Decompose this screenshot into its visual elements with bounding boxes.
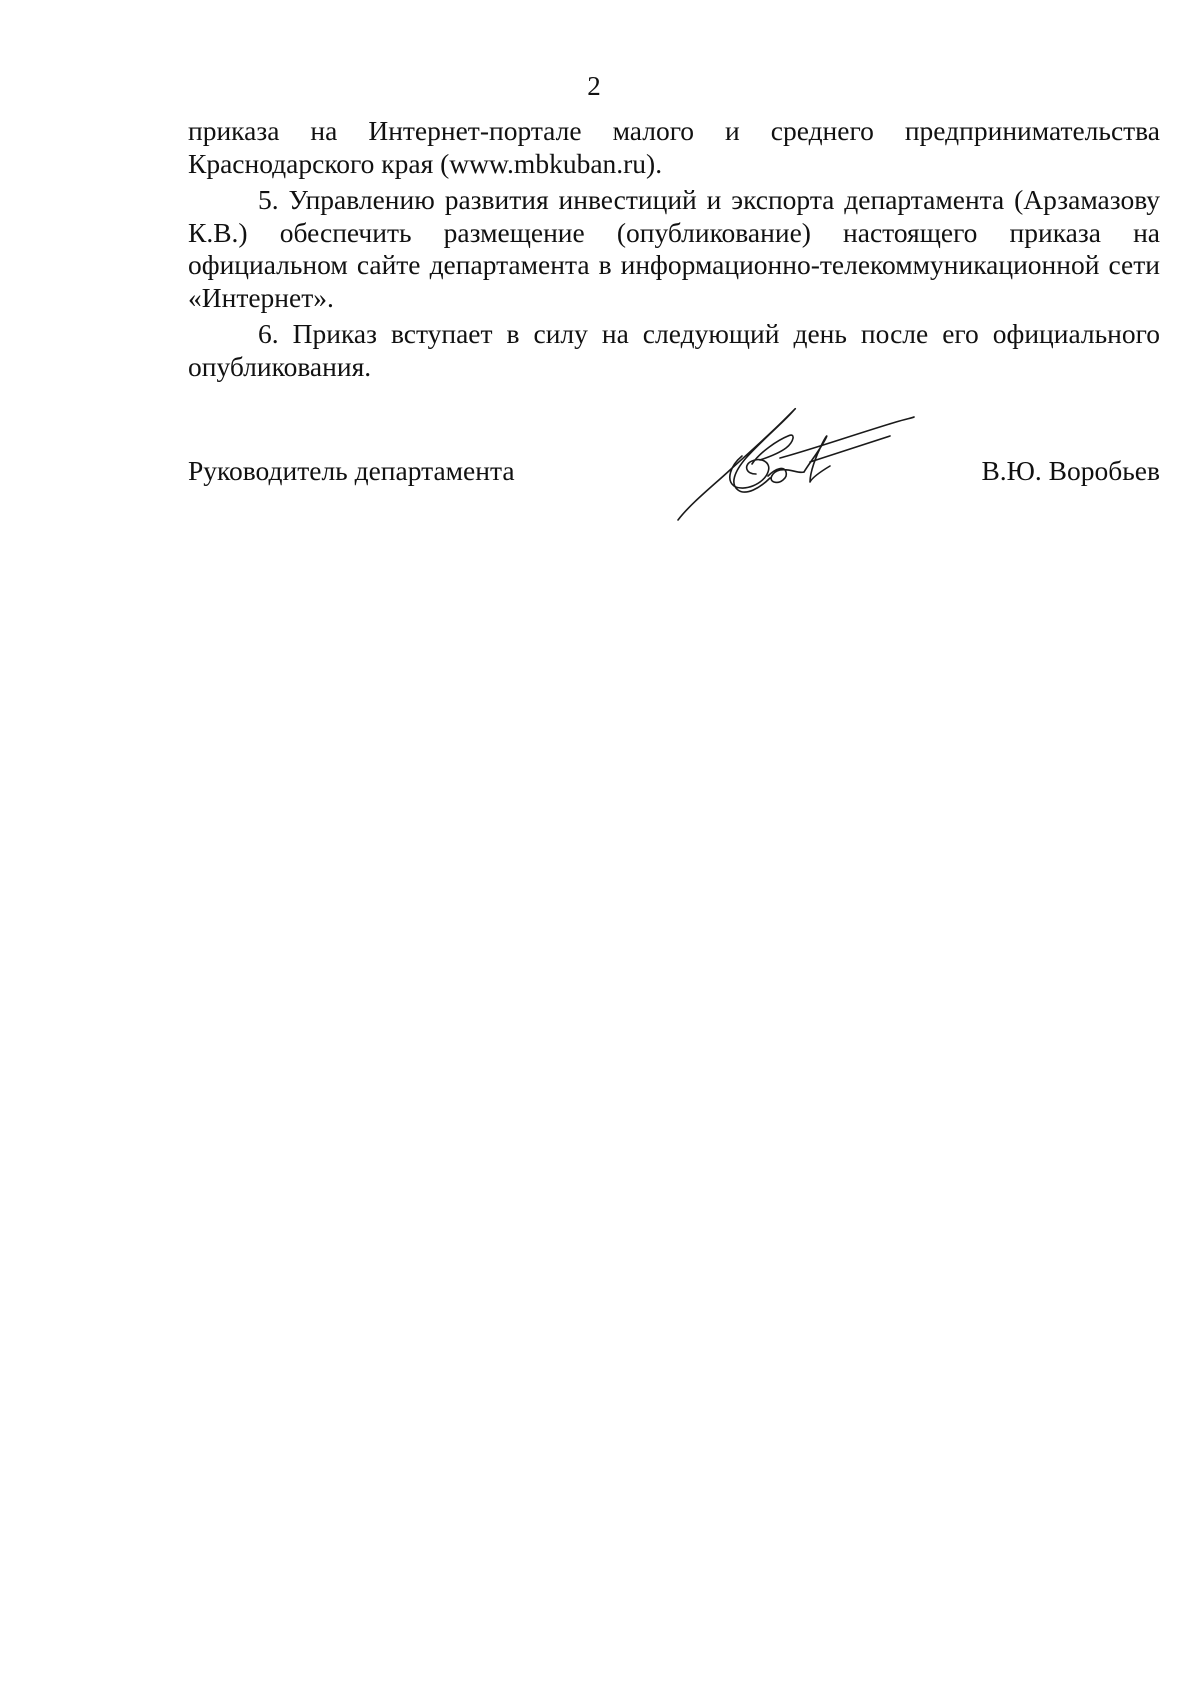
signer-name: В.Ю. Воробьев <box>981 455 1160 486</box>
handwritten-signature <box>660 392 940 532</box>
document-body <box>188 115 1160 383</box>
signer-position: Руководитель департамента <box>188 455 515 486</box>
paragraph-item-6: 6. Приказ вступает в силу на следующий день после его официального опубликования. <box>188 318 1160 382</box>
paragraph-item-5: 5. Управлению развития инвестиций и экспорта департамента (Арзамазову К.В.) обеспечить размещение (опубликование) настоящего приказа на официальном сайте департамента в информационно-телекоммуникационной сети «Интернет». <box>188 184 1160 313</box>
paragraph-continuation: приказа на Интернет-портале малого и среднего предпринимательства Краснодарского края (www.mbkuban.ru). <box>188 115 1160 179</box>
page-number: 2 <box>587 71 601 101</box>
